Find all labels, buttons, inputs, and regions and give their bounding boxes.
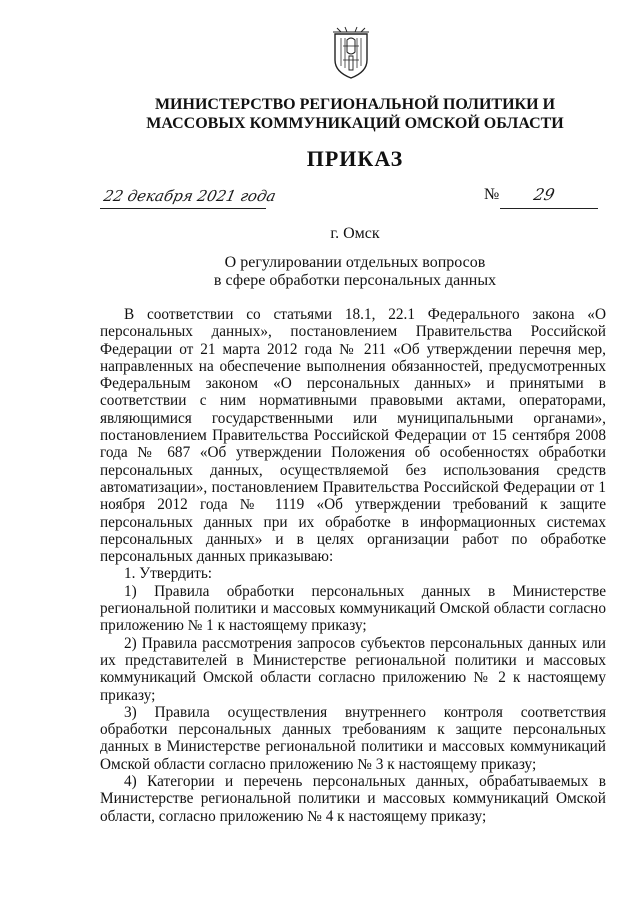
ministry-name [60,95,640,133]
clause-1-4-paragraph: 4) Категории и перечень персональных данных, обрабатываемых в Министерстве региональной политики и массовых коммуникаций Омской области, согласно приложению № 4 к настоящему приказу; [100,773,606,825]
document-body [100,306,606,825]
clause-1-3-paragraph: 3) Правила осуществления внутреннего контроля соответствия обработки персональных данных требованиям к защите персональных данных в Министерстве региональной политики и массовых коммуникаций Омской области согласно приложению № 3 к настоящему приказу; [100,703,606,773]
clause-1-paragraph: 1. Утвердить: [124,565,213,583]
number-sign: № [484,186,500,203]
date-field [100,187,278,209]
omsk-coat-of-arms-icon [331,26,371,80]
number-field [500,185,598,209]
number-value: 29 [531,185,557,204]
city: г. Омск [330,225,380,242]
ministry-line-2: МАССОВЫХ КОММУНИКАЦИЙ ОМСКОЙ ОБЛАСТИ [146,115,564,132]
ministry-line-1: МИНИСТЕРСТВО РЕГИОНАЛЬНОЙ ПОЛИТИКИ И [154,96,556,113]
document-type: ПРИКАЗ [306,146,404,171]
date-value: 22 декабря 2021 года [102,187,278,205]
clause-1-1-paragraph: 1) Правила обработки персональных данных в Министерстве региональной политики и массовых коммуникаций Омской области согласно приложению № 1 к настоящему приказу; [100,582,606,635]
subject-line-1: О регулировании отдельных вопросов [224,254,486,271]
clause-1-2-paragraph: 2) Правила рассмотрения запросов субъектов персональных данных или их представителей в Министерстве региональной политики и массовых коммуникаций Омской области согласно приложению № 2 к настоящему приказу; [100,634,606,704]
preamble-paragraph: В соответствии со статьями 18.1, 22.1 Федерального закона «О персональных данных», постановлением Правительства Российской Федерации от 21 марта 2012 года № 211 «Об утверждении перечня мер, направленных на обеспечение выполнения обязанностей, предусмотренных Федеральным законом «О персональных данных» и принятыми в соответствии с ним нормативными правовыми актами, операторами, являющимися государственными или муниципальными органами», постановлением Правительства Российской Федерации от 15 сентября 2008 года № 687 «Об утверждении Положения об особенностях обработки персональных данных, осуществляемой без использования средств автоматизации», постановлением Правительства Российской Федерации от 1 ноября 2012 года № 1119 «Об утверждении требований к защите персональных данных при их обработке в информационных системах персональных данных» и в целях организации работ по обработке персональных данных приказываю: [100,306,606,566]
subject-line-2: в сфере обработки персональных данных [213,272,497,289]
subject-heading [60,254,640,290]
